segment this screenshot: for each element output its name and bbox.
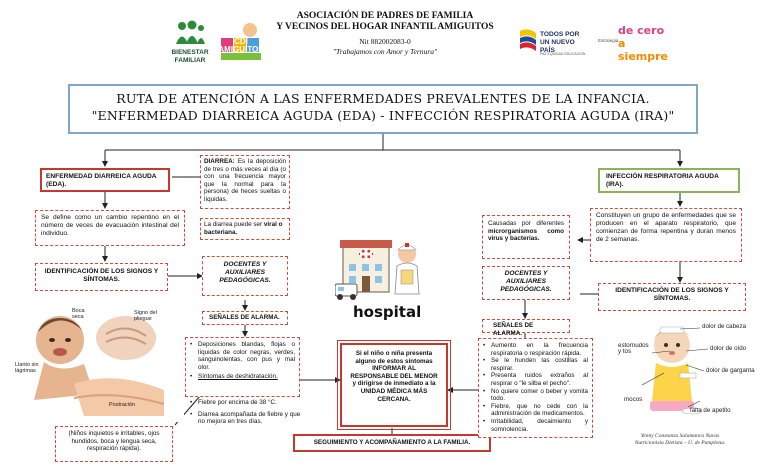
- a-siempre-text: a siempre: [618, 37, 668, 63]
- ira-alarm-box: SEÑALES DE ALARMA.: [482, 319, 570, 333]
- photo-label-boca: Boca seca: [72, 308, 85, 320]
- main-title-box: [68, 84, 698, 134]
- eda-sign-item: • Síntomas de deshidratación.: [190, 373, 295, 381]
- picture-label-garganta: dolor de garganta: [706, 367, 755, 374]
- todos-por-un-nuevo-pais-logo: [518, 27, 588, 59]
- cdi-logo-text: CDI AMIGUITOS: [218, 37, 264, 54]
- picture-label-oido: dolor de oído: [710, 345, 747, 352]
- ira-signs-box: [478, 338, 593, 438]
- picture-label-mocos: mocos: [624, 396, 643, 403]
- bienestar-logo-text: BIENESTAR FAMILIAR: [171, 49, 209, 64]
- nit-number: Nit 882002083-0: [359, 37, 411, 46]
- eda-identify-box: IDENTIFICACIÓN DE LOS SIGNOS Y SÍNTOMAS.: [35, 263, 168, 291]
- todos-logo-subtext: PAZ EQUIDAD EDUCACIÓN: [540, 52, 586, 56]
- ira-signs-list: [483, 342, 588, 433]
- ira-sign-item: • Irritabilidad, decaimiento y somnolencia.: [483, 418, 588, 433]
- ira-sign-item: • Presenta ruidos extraños al respirar o "le silba el pecho".: [483, 372, 588, 387]
- eda-heading-box: ENFERMEDAD DIARREICA AGUDA (EDA).: [40, 168, 170, 192]
- ira-cause-box: [482, 215, 570, 259]
- author-role: Nutricionista Dietista – U. de Pamplona.: [634, 440, 726, 446]
- diarrea-definition-box: [200, 155, 290, 209]
- bienestar-familiar-logo: [170, 20, 210, 62]
- org-line-1: ASOCIACIÓN DE PADRES DE FAMILIA: [296, 11, 474, 21]
- eda-signs-list: [190, 341, 295, 381]
- family-icon: [170, 20, 210, 44]
- diarrea-term: DIARREA:: [204, 158, 235, 165]
- ira-cause-text: Causadas por diferentes: [488, 220, 564, 227]
- ira-sign-item: • No quiere comer o beber y vomita todo.: [483, 388, 588, 403]
- photo-label-postracion: Postración: [109, 402, 135, 408]
- flag-icon: [518, 27, 538, 57]
- eda-sign-item: • Deposiciones blandas, flojas o líquidas de color negras, verdes, sanguinolentas, con pus y mal olor.: [190, 341, 295, 371]
- eda-signs-extra: [190, 399, 302, 426]
- motto: "Trabajamos con Amor y Ternura": [332, 47, 438, 56]
- ira-sign-item: • Aumento en la frecuencia respiratoria o respiración rápida.: [483, 342, 588, 357]
- photo-label-signo: Signo del pliegue: [134, 310, 157, 322]
- followup-box: SEGUIMIENTO Y ACOMPAÑAMIENTO A LA FAMILIA.: [293, 434, 491, 452]
- ira-sign-item: • Se le hunden las costillas al respirar.: [483, 357, 588, 372]
- ira-heading-box: INFECCIÓN RESPIRATORIA AGUDA (IRA).: [598, 168, 740, 193]
- dehydration-signs-box: (Niños inquietos e irritables, ojos hundidos, boca y lengua seca, respiración rápida).: [55, 426, 173, 462]
- eda-signs-box: [185, 337, 300, 397]
- diarrea-cause-box: [200, 218, 290, 240]
- diarrea-cause-text: La diarrea puede ser: [204, 221, 264, 228]
- org-line-2: Y VECINOS DEL HOGAR INFANTIL AMIGUITOS: [276, 22, 494, 32]
- hospital-illustration: [335, 232, 430, 322]
- main-title-line-1: RUTA DE ATENCIÓN A LAS ENFERMEDADES PREVALENTES DE LA INFANCIA.: [116, 91, 650, 106]
- ira-teachers-box: DOCENTES Y AUXILIARES PEDAGÓGICAS.: [482, 266, 570, 300]
- ira-definition-box: Constituyen un grupo de enfermedades que se producen en el aparato respiratorio, que comienzan de forma repentina y duran menos de 2 semanas.: [590, 208, 742, 262]
- eda-sign-item: • Fiebre por encima de 38 °C.: [190, 399, 302, 407]
- de-cero-a-siempre-logo: [598, 22, 678, 63]
- diarrea-cause-bold: viral o bacteriana.: [204, 221, 283, 236]
- inform-instruction-box: Si el niño o niña presenta alguno de estos síntomas INFORMAR AL RESPONSABLE DEL MENOR y dirigirse de inmediato a la UNIDAD MÉDICA MÁS CERCANA.: [340, 343, 448, 427]
- estrategia-label: Estrategia: [598, 38, 619, 43]
- picture-label-estornudos: estornudos y tos: [618, 342, 649, 355]
- picture-label-cabeza: dolor de cabeza: [702, 323, 747, 330]
- ira-sign-item: • Fiebre, que no cede con la administración de medicamentos.: [483, 403, 588, 418]
- hospital-building-icon: [335, 232, 430, 304]
- dehydrated-child-illustration: [14, 304, 184, 422]
- eda-teachers-box: DOCENTES Y AUXILIARES PEDAGÓGICAS.: [202, 256, 288, 296]
- main-title-line-2: "ENFERMEDAD DIARREICA AGUDA (EDA) - INFECCIÓN RESPIRATORIA AGUDA (IRA)": [91, 108, 675, 123]
- sick-child-illustration: [612, 315, 762, 420]
- author-signature: [600, 433, 760, 447]
- picture-label-apetito: falta de apetito: [690, 407, 731, 414]
- eda-sign-item: • Diarrea acompañada de fiebre y que no mejora en tres días.: [190, 411, 302, 426]
- eda-definition-box: Se define como un cambio repentino en el número de veces de evacuación intestinal del individuo.: [35, 210, 185, 246]
- ira-identify-box: IDENTIFICACIÓN DE LOS SIGNOS Y SÍNTOMAS.: [598, 283, 746, 311]
- diarrea-text: Es la deposición de tres o más veces al día (o con una frecuencia mayor que la normal para la persona) de heces sueltas o líquidas.: [204, 158, 286, 203]
- author-name: Yenny Constanza Salamanca Navas: [640, 433, 720, 439]
- todos-logo-text: TODOS POR UN NUEVO PAÍS: [540, 31, 580, 54]
- eda-alarm-box: SEÑALES DE ALARMA.: [202, 311, 288, 325]
- ira-cause-bold: microrganismos como virus y bacterias.: [488, 227, 564, 243]
- photo-label-llanto: Llanto sin lágrimas: [15, 362, 39, 374]
- de-cero-text: de cero: [618, 24, 665, 37]
- hospital-label: hospital: [353, 303, 422, 321]
- organization-name: [255, 11, 515, 33]
